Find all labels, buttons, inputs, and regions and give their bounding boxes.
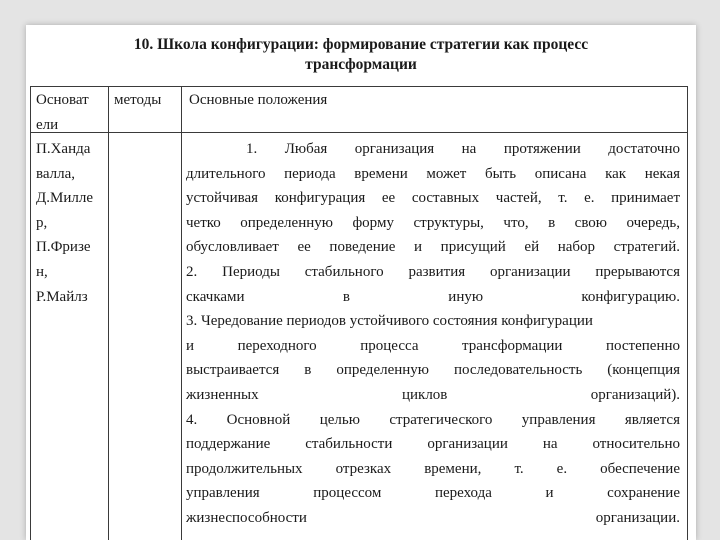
header-divider <box>31 132 687 133</box>
header-main-positions: Основные положения <box>189 92 328 108</box>
document-page <box>26 25 696 540</box>
body-line: длительного периода времени может быть описана как некая <box>186 165 680 182</box>
body-line: 4. Основной целью стратегического управления является <box>186 411 680 428</box>
body-line: четко определенную форму структуры, что, в свою очередь, <box>186 214 680 231</box>
body-line: управления процессом перехода и сохранение <box>186 485 680 502</box>
header-methods: методы <box>114 92 162 108</box>
header-founders-line-2: ели <box>36 116 59 133</box>
body-line: обусловливает ее поведение и присущий ей набор стратегий. <box>186 239 680 256</box>
body-line: жизнеспособности организации. <box>186 509 680 526</box>
header-founders <box>36 88 108 137</box>
body-line: поддержание стабильности организации на относительно <box>186 436 680 453</box>
main-positions-cell <box>186 137 680 531</box>
founder-line: Р.Майлз <box>36 288 88 305</box>
body-line: жизненных циклов организаций). <box>186 386 680 403</box>
body-line: 2. Периоды стабильного развития организации прерываются <box>186 263 680 280</box>
body-line: выстраивается в определенную последовательность (концепция <box>186 362 680 379</box>
founder-line: П.Ханда <box>36 141 91 157</box>
founder-line: валла, <box>36 165 76 182</box>
founder-line: н, <box>36 263 48 280</box>
founder-line: р, <box>36 214 48 231</box>
title-line-2: трансформации <box>305 56 417 73</box>
body-line: скачками в иную конфигурацию. <box>186 288 680 305</box>
column-divider-1 <box>108 87 109 540</box>
strategy-table <box>30 86 688 540</box>
founder-line: П.Фризе <box>36 239 91 256</box>
body-line: 3. Чередование периодов устойчивого состояния конфигурации <box>186 313 593 330</box>
founder-line: Д.Милле <box>36 190 93 207</box>
title-line-1: 10. Школа конфигурации: формирование стратегии как процесс <box>133 36 589 53</box>
body-line: и переходного процесса трансформации постепенно <box>186 337 680 354</box>
body-line: продолжительных отрезках времени, т. е. обеспечение <box>186 460 680 477</box>
founders-cell <box>36 137 108 309</box>
header-founders-line-1: Основат <box>36 92 89 108</box>
column-divider-2 <box>181 87 182 540</box>
body-line: 1. Любая организация на протяжении достаточно <box>246 141 680 157</box>
page-title <box>26 35 696 75</box>
body-line: устойчивая конфигурация ее составных частей, т. е. принимает <box>186 190 680 207</box>
